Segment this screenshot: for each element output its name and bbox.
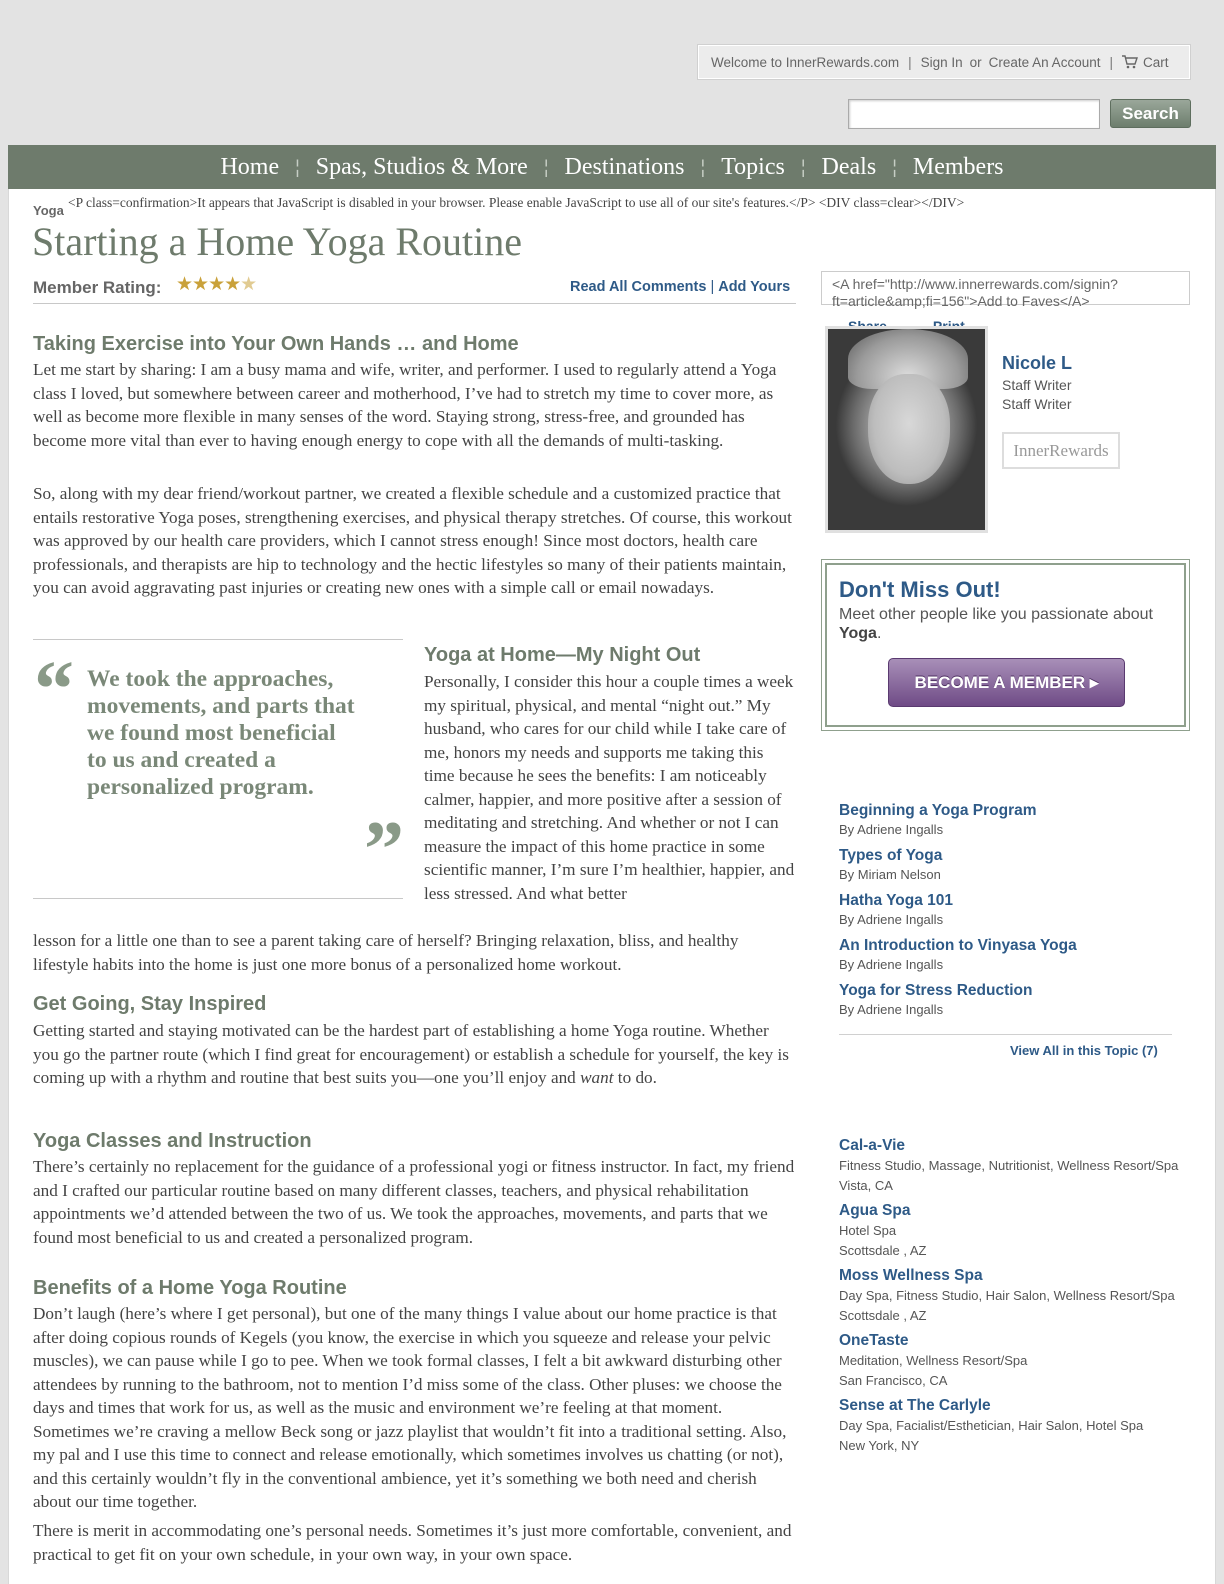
- page-title: Starting a Home Yoga Routine: [32, 219, 522, 264]
- nav-divider: ¦: [700, 156, 706, 177]
- related-articles: [839, 801, 1179, 1026]
- article-link[interactable]: Yoga for Stress Reduction: [839, 982, 1033, 999]
- welcome-text: Welcome to InnerRewards.com: [711, 54, 900, 70]
- list-item: [839, 801, 1179, 839]
- cart-label: Cart: [1142, 54, 1169, 70]
- nav-divider: ¦: [295, 156, 300, 177]
- nav-deals[interactable]: Deals: [821, 153, 877, 180]
- list-item: [839, 1136, 1179, 1195]
- list-item: [839, 981, 1179, 1019]
- paragraph: So, along with my dear friend/workout partner, we created a flexible schedule and a customized practice that entails restorative Yoga poses, strengthening exercises, and physical therapy stretches. Of course, this workout was approved by our health care providers, which I cannot stress enough! Since most doctors, health care professionals, and therapists are hip to technology and the hectic lifestyles so many of their patients maintain, you can avoid aggravating past injuries or creating new ones with a simple call or email nowadays.: [33, 484, 792, 597]
- create-account-link[interactable]: Create An Account: [988, 54, 1101, 70]
- nav-divider: ¦: [800, 156, 806, 177]
- main-nav: [8, 145, 1216, 189]
- nav-destinations[interactable]: Destinations: [564, 153, 685, 180]
- divider: |: [710, 279, 715, 295]
- spa-location: San Francisco, CA: [839, 1372, 948, 1388]
- read-comments-link[interactable]: Read All Comments: [570, 279, 707, 295]
- view-all-link[interactable]: View All in this Topic (7): [1010, 1043, 1158, 1058]
- section-heading: Taking Exercise into Your Own Hands … and Home: [33, 333, 519, 355]
- section-heading: Yoga Classes and Instruction: [33, 1130, 312, 1152]
- list-item: [839, 846, 1179, 884]
- divider: |: [908, 54, 912, 70]
- divider: |: [1109, 54, 1113, 70]
- paragraph: Personally, I consider this hour a couple times a week my spiritual, physical, and mental “night out.” My husband, who cares for our child while I take care of me, honors my needs and supports me taking this time because he sees the benefits: I am noticeably calmer, happier, and more positive after a session of meditating and stretching. And whether or not I can measure the impact of this home practice in some scientific manner, I’m sure I’m healthier, happier, and less stressed. And what better: [424, 672, 795, 903]
- nav-spas[interactable]: Spas, Studios & More: [315, 153, 528, 180]
- promo-text: Meet other people like you passionate about Yoga.: [839, 606, 1153, 642]
- spa-location: Scottsdale , AZ: [839, 1242, 927, 1258]
- spa-type: Meditation, Wellness Resort/Spa: [839, 1353, 1028, 1368]
- add-yours-link[interactable]: Add Yours: [718, 279, 791, 295]
- divider: [33, 639, 403, 640]
- spa-location: New York, NY: [839, 1437, 920, 1453]
- search-button[interactable]: Search: [1110, 99, 1191, 128]
- paragraph: Getting started and staying motivated can be the hardest part of establishing a home Yoga routine. Whether you go the partner route (which I find great for encouragement) or establish a schedule for yourself, the key is coming up with a rhythm and routine that best suits you—one you’ll enjoy and want to do.: [33, 1021, 789, 1087]
- article-author: By Adriene Ingalls: [839, 1002, 944, 1017]
- comment-links: [570, 279, 790, 295]
- add-to-faves-link[interactable]: <A href="http://www.innerrewards.com/signin?ft=article&amp;fi=156">Add to Faves</A>: [821, 271, 1190, 305]
- close-quote-icon: ”: [364, 806, 404, 894]
- spa-type: Fitness Studio, Massage, Nutritionist, Wellness Resort/Spa: [839, 1158, 1179, 1173]
- nav-divider: ¦: [543, 156, 549, 177]
- spa-link[interactable]: Cal-a-Vie: [839, 1137, 906, 1154]
- author-role: Staff Writer: [1002, 396, 1072, 412]
- paragraph: There is merit in accommodating one’s personal needs. Sometimes it’s just more comfortable, convenient, and practical to get fit on your own schedule, in your own way, in your own space.: [33, 1521, 792, 1564]
- list-item: [839, 1396, 1179, 1455]
- spa-location: Vista, CA: [839, 1177, 893, 1193]
- section-heading: Get Going, Stay Inspired: [33, 993, 267, 1015]
- emphasis: want: [580, 1068, 614, 1087]
- member-rating-label: Member Rating:: [33, 278, 162, 297]
- nav-members[interactable]: Members: [912, 153, 1004, 180]
- utility-bar: [698, 45, 1190, 79]
- nav-home[interactable]: Home: [220, 153, 280, 180]
- full-stars: ★★★★: [176, 274, 241, 295]
- author-name[interactable]: Nicole L: [1002, 353, 1073, 373]
- article-author: By Adriene Ingalls: [839, 912, 944, 927]
- membership-promo: [821, 559, 1190, 731]
- or-text: or: [969, 54, 982, 70]
- article-link[interactable]: Beginning a Yoga Program: [839, 802, 1037, 819]
- article-link[interactable]: Types of Yoga: [839, 847, 943, 864]
- rating-stars[interactable]: [176, 273, 256, 296]
- divider: [33, 898, 403, 899]
- pull-quote: We took the approaches, movements, and parts that we found most beneficial to us and created a personalized program.: [87, 666, 355, 800]
- article-author: By Adriene Ingalls: [839, 822, 944, 837]
- nav-topics[interactable]: Topics: [721, 153, 785, 180]
- cart-icon: [1122, 55, 1138, 69]
- list-item: [839, 891, 1179, 929]
- list-item: [839, 1201, 1179, 1260]
- section-heading: Yoga at Home—My Night Out: [424, 644, 701, 666]
- spa-location: Scottsdale , AZ: [839, 1307, 927, 1323]
- search-input[interactable]: [848, 99, 1100, 129]
- list-item: [839, 1331, 1179, 1390]
- article-author: By Adriene Ingalls: [839, 957, 944, 972]
- become-member-button[interactable]: BECOME A MEMBER ▸: [888, 658, 1125, 707]
- spa-link[interactable]: Agua Spa: [839, 1202, 911, 1219]
- breadcrumb[interactable]: Yoga: [33, 203, 64, 218]
- paragraph: There’s certainly no replacement for the guidance of a professional yogi or fitness instructor. In fact, my friend and I crafted our particular routine based on many different classes, teachers, and physical rehabilitation appointments we’d attended between the two of us. We took the approaches, movements, and parts that we found most beneficial to us and created a personalized program.: [33, 1157, 795, 1247]
- spa-listings: [839, 1136, 1179, 1461]
- spa-type: Day Spa, Facialist/Esthetician, Hair Salon, Hotel Spa: [839, 1418, 1144, 1433]
- nav-divider: ¦: [892, 156, 897, 177]
- spa-link[interactable]: Sense at The Carlyle: [839, 1397, 991, 1414]
- article-link[interactable]: Hatha Yoga 101: [839, 892, 954, 909]
- article-author: By Miriam Nelson: [839, 867, 941, 882]
- spa-type: Day Spa, Fitness Studio, Hair Salon, Wellness Resort/Spa: [839, 1288, 1175, 1303]
- promo-title: Don't Miss Out!: [839, 577, 1001, 602]
- spa-link[interactable]: OneTaste: [839, 1332, 909, 1349]
- spa-link[interactable]: Moss Wellness Spa: [839, 1267, 983, 1284]
- list-item: [839, 1266, 1179, 1325]
- innerrewards-logo: InnerRewards: [1002, 432, 1120, 469]
- spa-type: Hotel Spa: [839, 1223, 897, 1238]
- divider: [33, 303, 796, 304]
- sign-in-link[interactable]: Sign In: [920, 54, 963, 70]
- author-role: Staff Writer: [1002, 377, 1072, 393]
- cart-link[interactable]: [1122, 55, 1169, 70]
- open-quote-icon: “: [34, 646, 74, 734]
- half-star-icon: ★: [240, 274, 257, 295]
- author-photo: [825, 326, 988, 533]
- javascript-notice: <P class=confirmation>It appears that JavaScript is disabled in your browser. Please enable JavaScript to use all of our site's features.</P> <DIV class=clear></DIV>: [68, 195, 965, 210]
- section-heading: Benefits of a Home Yoga Routine: [33, 1277, 347, 1299]
- article-link[interactable]: An Introduction to Vinyasa Yoga: [839, 937, 1077, 954]
- paragraph: Don’t laugh (here’s where I get personal), but one of the many things I value about our home practice is that after doing copious rounds of Kegels (you know, the exercise in which you squeeze and release your pelvic muscles), we can pause while I go to pee. When we took formal classes, I felt a bit awkward disturbing other attendees by running to the bathroom, not to mention I’d miss some of the class. Other pluses: we choose the days and times that work for us, as well as the music and environment we’re feeling at that moment. Sometimes we’re craving a mellow Beck song or jazz playlist that wouldn’t fit into a traditional setting. Also, my pal and I use this time to connect and release emotionally, which sometimes involves us chatting (or not), and this certainly wouldn’t fly in the conventional ambience, yet it’s something we both need and cherish about our time together.: [33, 1304, 787, 1511]
- paragraph: Let me start by sharing: I am a busy mama and wife, writer, and performer. I used to regularly attend a Yoga class I loved, but somewhere between career and motherhood, I’ve had to stretch my time to cover more, as well as become more flexible in many senses of the word. Staying strong, stress-free, and grounded has become more vital than ever to having enough energy to cope with all the demands of multi-tasking.: [33, 360, 777, 450]
- paragraph: lesson for a little one than to see a parent taking care of herself? Bringing relaxation, bliss, and healthy lifestyle habits into the home is just one more bonus of a personalized home workout.: [33, 931, 739, 974]
- list-item: [839, 936, 1179, 974]
- divider: [839, 1034, 1172, 1035]
